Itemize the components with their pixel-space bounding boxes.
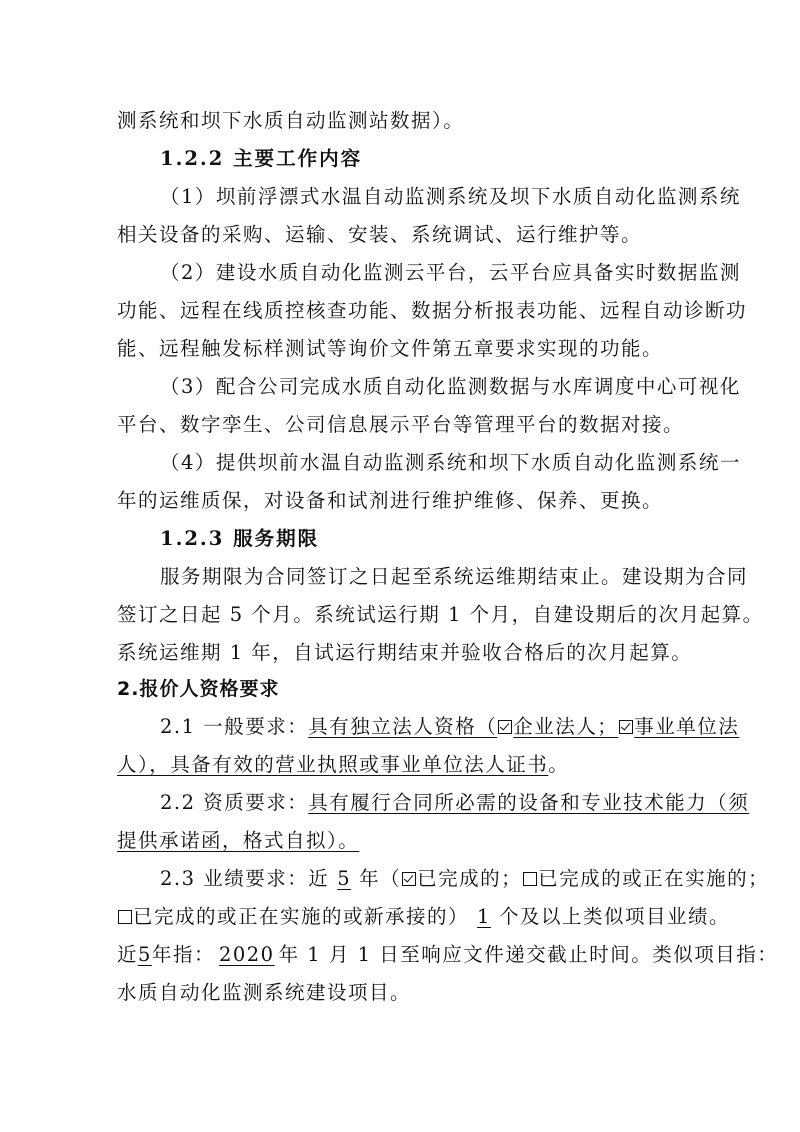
req-text: 提供承诺函，格式自拟）。	[117, 829, 360, 852]
checkbox-completed-ongoing-new-icon	[118, 910, 132, 924]
paragraph-line: 测系统和坝下水质自动监测站数据）。	[117, 109, 465, 132]
req-text-part: 企业法人；	[513, 715, 619, 738]
req-text-part: 年（	[359, 867, 402, 890]
paragraph-line: 相关设备的采购、运输、安装、系统调试、运行维护等。	[117, 223, 643, 246]
requirement-performance-cont	[0, 902, 800, 932]
paragraph-line: （1）坝前浮漂式水温自动监测系统及坝下水质自动化监测系统	[160, 185, 741, 208]
checkbox-enterprise-icon	[498, 720, 512, 734]
paragraph-line: 系统运维期 1 年，自试运行期结束并验收合格后的次月起算。	[117, 641, 693, 664]
years-value: 5	[138, 943, 152, 966]
req-label: 2.2 资质要求：	[160, 791, 309, 814]
paragraph-line: 签订之日起 5 个月。系统试运行期 1 个月，自建设期后的次月起算。	[117, 603, 764, 626]
requirement-general	[0, 712, 800, 742]
req-text-part: 年 1 月 1 日至响应文件递交截止时间。类似项目指：	[278, 943, 779, 966]
paragraph-line: （4）提供坝前水温自动监测系统和坝下水质自动化监测系统一	[160, 451, 741, 474]
req-text: 人），具备有效的营业执照或事业单位法人证书	[117, 753, 549, 776]
req-option: 已完成的或正在实施的或新承接的）	[133, 905, 470, 928]
subsection-heading-1-2-3: 1.2.3 服务期限	[160, 527, 320, 550]
requirement-performance	[0, 864, 800, 894]
subsection-heading-1-2-2: 1.2.2 主要工作内容	[160, 147, 363, 170]
paragraph-line: 服务期限为合同签订之日起至系统运维期结束止。建设期为合同	[160, 565, 749, 588]
paragraph-line: 能、远程触发标样测试等询价文件第五章要求实现的功能。	[117, 337, 664, 360]
requirement-performance-cont	[0, 940, 800, 970]
req-text-part: 具有独立法人资格（	[308, 715, 498, 738]
req-option: 已完成的；	[417, 867, 523, 890]
req-text-part: 年指：	[151, 943, 215, 966]
paragraph-line: （3）配合公司完成水质自动化监测数据与水库调度中心可视化	[160, 375, 741, 398]
year-value: 2020	[218, 943, 275, 966]
requirement-qualification	[0, 788, 800, 818]
paragraph-line: 平台、数字孪生、公司信息展示平台等管理平台的数据对接。	[117, 413, 685, 436]
paragraph-line: 年的运维质保，对设备和试剂进行维护维修、保养、更换。	[117, 489, 664, 512]
req-text: 具有履行合同所必需的设备和专业技术能力（须	[308, 791, 750, 814]
req-label: 2.3 业绩要求：近	[160, 867, 330, 890]
req-option: 已完成的或正在实施的；	[538, 867, 770, 890]
years-value: 5	[337, 867, 352, 890]
req-text	[308, 715, 739, 738]
requirement-general-cont	[0, 750, 800, 780]
checkbox-institution-icon	[619, 720, 633, 734]
req-text-part: 近	[117, 943, 139, 966]
paragraph-line: （2）建设水质自动化监测云平台，云平台应具备实时数据监测	[160, 261, 741, 284]
req-text-end: 。	[548, 753, 570, 776]
paragraph-line: 功能、远程在线质控核查功能、数据分析报表功能、远程自动诊断功	[117, 299, 748, 322]
requirement-performance-cont: 水质自动化监测系统建设项目。	[117, 981, 412, 1004]
checkbox-completed-icon	[402, 872, 416, 886]
section-heading-2: 2.报价人资格要求	[117, 678, 280, 700]
count-value: 1	[477, 905, 491, 928]
requirement-qualification-cont	[0, 826, 800, 856]
req-text-part: 个及以上类似项目业绩。	[498, 905, 730, 928]
req-label: 2.1 一般要求：	[160, 715, 309, 738]
checkbox-completed-or-ongoing-icon	[523, 872, 537, 886]
req-text-part: 事业单位法	[634, 715, 740, 738]
